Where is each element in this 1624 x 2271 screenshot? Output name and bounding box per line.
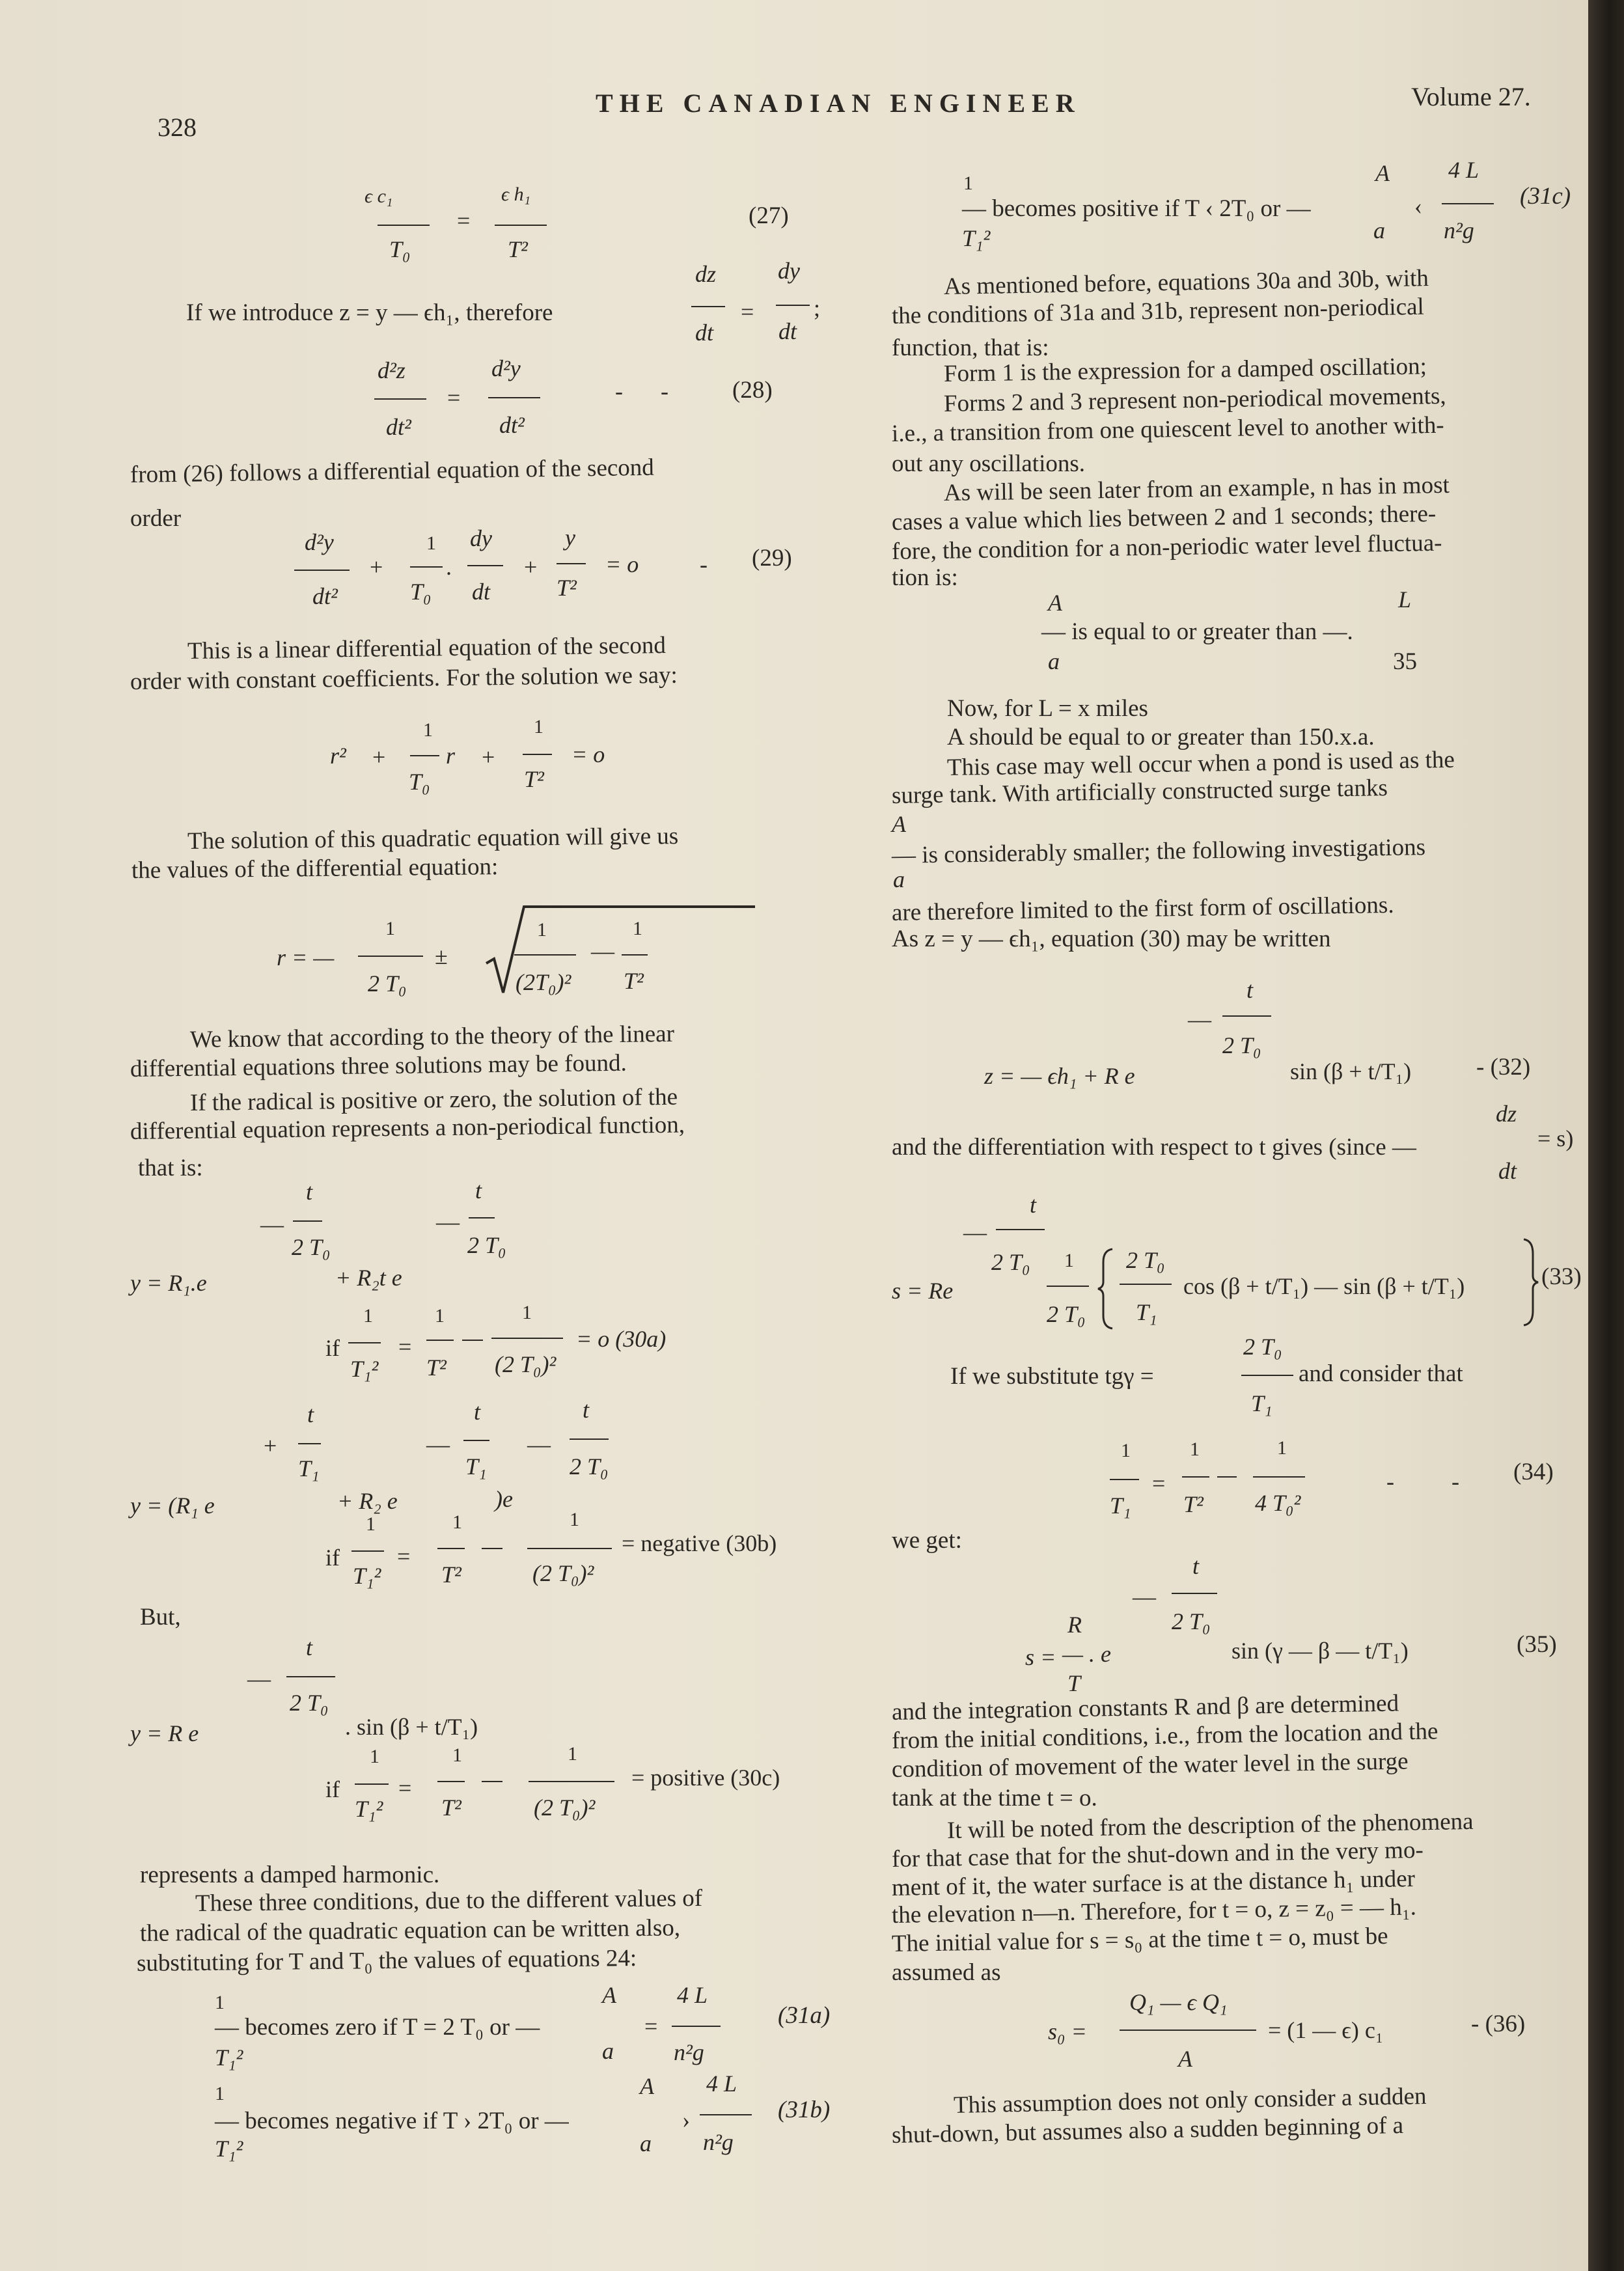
paragraph-later-line4: tion is: <box>892 564 958 591</box>
paragraph-form1: Form 1 is the expression for a damped oscillation; <box>943 353 1427 387</box>
paragraph-noted-line2: for that case that for the shut-down and in the very mo- <box>891 1836 1424 1873</box>
paragraph-integration-line2: from the initial conditions, i.e., from the location and the <box>891 1718 1438 1754</box>
paragraph-quadratic-line2: the values of the differential equation: <box>131 853 499 884</box>
paragraph-noted-line5: The initial value for s = s₀ at the time t = o, must be <box>891 1923 1388 1957</box>
paragraph-from-26-line2: order <box>130 505 182 532</box>
paragraph-later-line2: cases a value which lies between 2 and 1 seconds; there- <box>891 500 1437 536</box>
left-brace <box>1097 1246 1116 1331</box>
paragraph-radical-line3: that is: <box>138 1155 203 1181</box>
paragraph-we-get: we get: <box>892 1527 962 1554</box>
paragraph-forms23-line1: Forms 2 and 3 represent non-periodical movements, <box>943 382 1446 417</box>
paragraph-forms23-line2: i.e., a transition from one quiescent level to another with- <box>891 411 1444 447</box>
journal-page: 328 THE CANADIAN ENGINEER Volume 27. ϵ c₁ T₀ = ϵ h₁ T² (27) If we introduce z = y — ϵh₁, therefore dz dt = dy dt ; d²z dt² = d²y dt² - - (28) from (26) follows a differential equation of the second order d²y dt² + 1 T₀ . dy dt + y T² = o - (29) This is a linear differential equation of the second order with constant coefficients. For the solution we say: r² + 1 T₀ r + 1 T² = o The solution of this quadratic equation will give us the values of the differential equation: r = — 1 2 T₀ ± 1 (2T₀)² — 1 T² We know that according to the theory of the linear differential equations three solutions may be found. If the radical is positive or zero, the solution of the differential equation represents a non-periodical function, that is: t — 2 T₀ t — 2 T₀ y = R₁.e + R₂t e if 1 T₁² = 1 T² 1 (2 T₀)² = o (30a) t + T₁ t — T₁ t — 2 T₀ y = (R₁ e + R₂ e )e if 1 T₁² = 1 T² 1 (2 T₀)² = negative (30b) But, t — 2 T₀ y = R e . sin (β + t/T₁) if 1 T₁² = 1 T² 1 (2 T₀)² = positive (30c) represents a damped harmonic. These three conditions, due to the different values of the radical of the quadratic equation can be written also, substituting for T and T₀ the values of equations 24: 1 T₁² — becomes zero if T = 2 T₀ or — A a = 4 L n²g (31a) 1 T₁² — becomes negative if T › 2T₀ or — A a › 4 L n²g (31b) 1 T₁² — becomes positive if T ‹ 2T₀ or — A a ‹ 4 L n²g (31c) As mentioned before, equations 30a and 30b, with the conditions of 31a and 31b, represent non-periodical function, that is: Form 1 is the expression for a damped oscillation; Forms 2 and 3 represent non-periodical movements, i.e., a transition from one quiescent level to another with- out any oscillations. As will be seen later from an example, n has in most cases a value which lies between 2 and 1 seconds; there- fore, the condition for a non-periodic water level fluctua- tion is: A a — is equal to or greater than —. L 35 Now, for L = x miles A should be equal to or greater than 150.x.a. This case may well occur when a pond is used as the surge tank. With artificially constructed surge tanks A a — is considerably smaller; the following investigations are therefore limited to the first form of oscillations. As z = y — ϵh₁, equation (30) may be written t — 2 T₀ z = — ϵh₁ + R e sin (β + t/T₁) - (32) and the differentiation with respect to t gives (since — dz dt = s) t — 2 T₀ s = Re 1 2 T₀ 2 T₀ T₁ cos (β + t/T₁) — sin (β + t/T₁) (33) If we substitute tgγ = 2 T₀ T₁ and consider that 1 T₁ = 1 T² 1 4 T₀² - - (34) we get: t — 2 T₀ s = R T — . e sin (γ — β — t/T₁) (35) and the integration constants R and β are determined from the initial conditions, i.e., from the location and the condition of movement of the water level in the surge tank at the time t = o. It will be noted from the description of the phenomena for that case that for the shut-down and in the very mo- ment of it, the water surface is at the distance h₁ under the elevation n—n. Therefore, for t = o, z = z₀ = — h₁. The initial value for s = s₀ at the time t = o, must be assumed as s₀ = Q₁ — ϵ Q₁ A = (1 — ϵ) c₁ - (36) This assumption does not only consider a sudden shut-down, but assumes also a sudden beginning of a <box>0 0 1588 2271</box>
running-title: THE CANADIAN ENGINEER <box>596 89 1081 118</box>
paragraph-linear-line2: order with constant coefficients. For the solution we say: <box>130 661 678 695</box>
paragraph-integration-line3: condition of movement of the water level in the surge <box>891 1748 1409 1783</box>
paragraph-three-line1: These three conditions, due to the different values of <box>195 1884 703 1917</box>
paragraph-later-line1: As will be seen later from an example, n has in most <box>943 471 1450 506</box>
paragraph-three-line2: the radical of the quadratic equation can be written also, <box>139 1914 681 1947</box>
paragraph-noted-line3: ment of it, the water surface is at the distance h₁ under <box>891 1865 1416 1901</box>
paragraph-noted-line4: the elevation n—n. Therefore, for t = o, z = z₀ = — h₁. <box>891 1893 1417 1929</box>
paragraph-damped: represents a damped harmonic. <box>140 1862 440 1888</box>
page-binding-edge <box>1588 0 1624 2271</box>
paragraph-now: Now, for L = x miles <box>947 695 1148 722</box>
paragraph-noted-line6: assumed as <box>892 1959 1001 1986</box>
paragraph-theory-line1: We know that according to the theory of the linear <box>189 1020 675 1053</box>
paragraph-radical-line2: differential equation represents a non-periodical function, <box>130 1111 685 1145</box>
paragraph-assume-line1: This assumption does not only consider a sudden <box>953 2083 1427 2119</box>
paragraph-mentioned-line1: As mentioned before, equations 30a and 30b, with <box>943 265 1429 300</box>
paragraph-integration-line1: and the integration constants R and β are determined <box>891 1690 1399 1726</box>
paragraph-mentioned-line3: function, that is: <box>892 335 1049 361</box>
paragraph-should: A should be equal to or greater than 150.x.a. <box>947 724 1375 750</box>
paragraph-forms23-line3: out any oscillations. <box>892 450 1085 477</box>
paragraph-three-line3: substituting for T and T₀ the values of equations 24: <box>136 1944 637 1977</box>
paragraph-intro: If we introduce z = y — ϵh₁, therefore <box>186 299 553 326</box>
paragraph-case-line2: surge tank. With artificially constructed surge tanks <box>891 775 1388 809</box>
volume-label: Volume 27. <box>1411 82 1531 111</box>
paragraph-mentioned-line2: the conditions of 31a and 31b, represent non-periodical <box>891 293 1425 329</box>
paragraph-assume-line2: shut-down, but assumes also a sudden beginning of a <box>891 2112 1404 2149</box>
paragraph-linear-line1: This is a linear differential equation of the second <box>187 632 667 665</box>
paragraph-theory-line2: differential equations three solutions may be found. <box>130 1049 627 1082</box>
paragraph-later-line3: fore, the condition for a non-periodic water level fluctua- <box>891 529 1442 565</box>
paragraph-noted-line1: It will be noted from the description of the phenomena <box>946 1808 1474 1844</box>
paragraph-radical-line1: If the radical is positive or zero, the solution of the <box>189 1083 678 1116</box>
right-brace <box>1520 1237 1539 1328</box>
paragraph-quadratic-line1: The solution of this quadratic equation will give us <box>187 823 679 855</box>
paragraph-but: But, <box>140 1604 181 1631</box>
paragraph-from-26-line1: from (26) follows a differential equation of the second <box>130 454 655 488</box>
paragraph-case-line1: This case may well occur when a pond is used as the <box>946 746 1455 781</box>
paragraph-integration-line4: tank at the time t = o. <box>892 1785 1097 1811</box>
page-number: 328 <box>158 113 197 142</box>
